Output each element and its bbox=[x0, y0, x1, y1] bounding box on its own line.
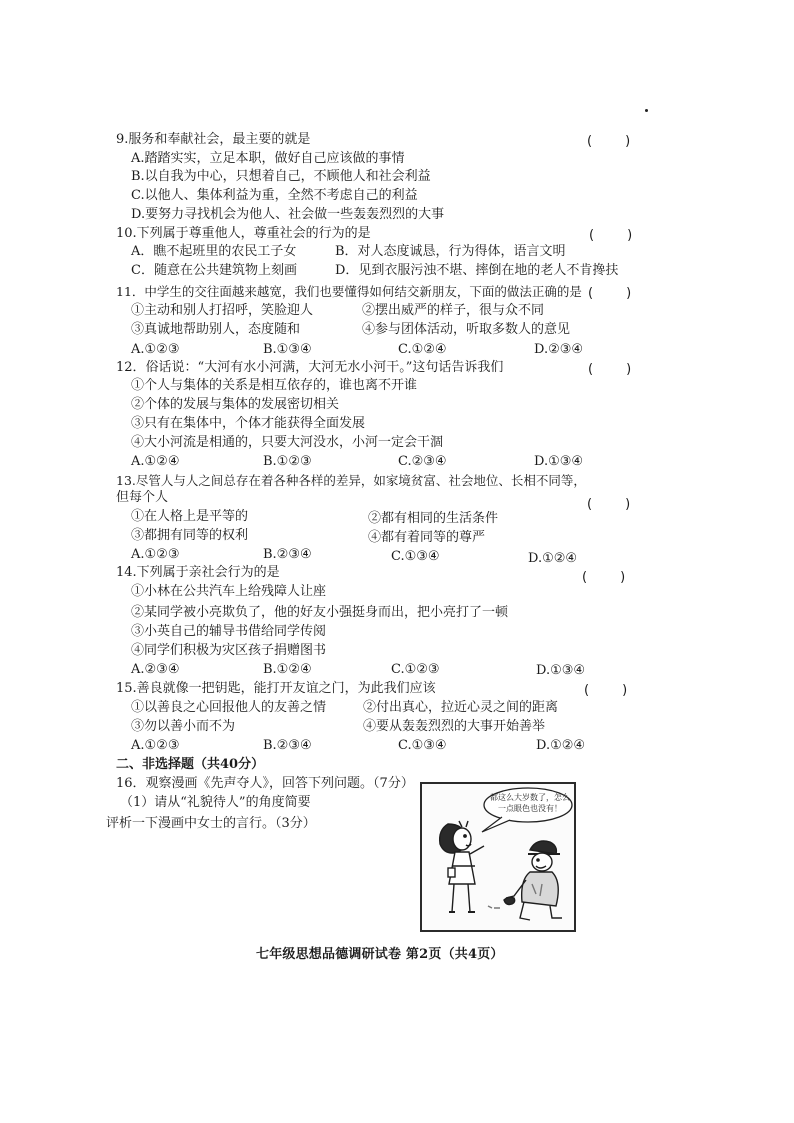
q11-choice-d: D.②③④ bbox=[534, 342, 584, 357]
q15-choice-b: B.②③④ bbox=[263, 738, 312, 753]
q13-choice-d: D.①②④ bbox=[528, 551, 578, 566]
q9-stem: 9.服务和奉献社会，最主要的就是 bbox=[116, 132, 311, 147]
q11-answer-blank: ( ) bbox=[588, 286, 632, 301]
q9-option-b: B.以自我为中心，只想着自己，不顾他人和社会利益 bbox=[131, 169, 431, 184]
q11-choice-a: A.①②③ bbox=[131, 342, 180, 357]
q13-item-3: ③都拥有同等的权利 bbox=[131, 528, 249, 543]
q16-stem: 16．观察漫画《先声夺人》，回答下列问题。（7分） bbox=[116, 776, 414, 791]
q14-choice-b: B.①②④ bbox=[263, 662, 312, 677]
cartoon-figure bbox=[420, 782, 576, 932]
q13-stem-continued: 但每个人 bbox=[116, 490, 169, 505]
q14-choice-c: C.①②③ bbox=[391, 662, 440, 677]
q14-item-1: ①小林在公共汽车上给残障人让座 bbox=[131, 584, 327, 599]
q15-choice-c: C.①③④ bbox=[398, 738, 447, 753]
q11-stem: 11．中学生的交往面越来越宽，我们也要懂得如何结交新朋友，下面的做法正确的是 bbox=[116, 284, 582, 299]
q11-item-3: ③真诚地帮助别人，态度随和 bbox=[131, 322, 301, 337]
q10-option-d: D．见到衣服污浊不堪、摔倒在地的老人不肯搀扶 bbox=[335, 263, 619, 278]
q14-item-4: ④同学们积极为灾区孩子捐赠图书 bbox=[131, 643, 327, 658]
q11-item-4: ④参与团体活动，听取多数人的意见 bbox=[362, 322, 571, 337]
q14-stem: 14.下列属于亲社会行为的是 bbox=[116, 565, 280, 580]
q16-sub1-line1: （1）请从“礼貌待人”的角度简要 bbox=[120, 795, 311, 810]
q9-option-a: A.踏踏实实，立足本职，做好自己应该做的事情 bbox=[131, 151, 405, 166]
q13-item-1: ①在人格上是平等的 bbox=[131, 509, 249, 524]
q9-option-d: D.要努力寻找机会为他人、社会做一些轰轰烈烈的大事 bbox=[131, 207, 445, 222]
q12-item-2: ②个体的发展与集体的发展密切相关 bbox=[131, 397, 340, 412]
q13-stem: 13.尽管人与人之间总存在着各种各样的差异，如家境贫富、社会地位、长相不同等， bbox=[116, 473, 586, 488]
woman-figure bbox=[440, 821, 484, 912]
q13-choice-a: A.①②③ bbox=[131, 547, 180, 562]
q15-item-4: ④要从轰轰烈烈的大事开始善举 bbox=[363, 719, 546, 734]
q11-choice-b: B.①③④ bbox=[263, 342, 312, 357]
q10-stem: 10.下列属于尊重他人，尊重社会的行为的是 bbox=[116, 226, 371, 241]
q14-item-3: ③小英自己的辅导书借给同学传阅 bbox=[131, 624, 327, 639]
q13-item-2: ②都有相同的生活条件 bbox=[368, 511, 499, 526]
q12-choice-c: C.②③④ bbox=[398, 454, 447, 469]
q12-choice-a: A.①②④ bbox=[131, 454, 180, 469]
q13-choice-c: C.①③④ bbox=[391, 549, 440, 564]
section-heading: 二、非选择题（共40分） bbox=[116, 757, 265, 772]
q15-stem: 15.善良就像一把钥匙，能打开友谊之门，为此我们应该 bbox=[116, 681, 436, 696]
q9-answer-blank: ( ) bbox=[587, 134, 631, 149]
q11-item-1: ①主动和别人打招呼，笑脸迎人 bbox=[131, 303, 314, 318]
q13-item-4: ④都有着同等的尊严 bbox=[368, 530, 486, 545]
q10-option-b: B．对人态度诚恳，行为得体，语言文明 bbox=[335, 244, 566, 259]
q15-item-1: ①以善良之心回报他人的友善之情 bbox=[131, 700, 327, 715]
old-man-figure bbox=[488, 841, 562, 920]
q12-choice-d: D.①③④ bbox=[534, 454, 584, 469]
q15-choice-d: D.①②④ bbox=[536, 738, 586, 753]
q10-option-c: C．随意在公共建筑物上刻画 bbox=[131, 263, 297, 278]
scan-speck bbox=[645, 109, 648, 112]
q12-stem: 12．俗话说：“大河有水小河满，大河无水小河干。”这句话告诉我们 bbox=[116, 360, 504, 375]
q12-item-1: ①个人与集体的关系是相互依存的，谁也离不开谁 bbox=[131, 378, 418, 393]
q11-choice-c: C.①②④ bbox=[398, 342, 447, 357]
q13-choice-b: B.②③④ bbox=[263, 547, 312, 562]
q9-option-c: C.以他人、集体利益为重，全然不考虑自己的利益 bbox=[131, 188, 418, 203]
q12-item-4: ④大小河流是相通的，只要大河没水，小河一定会干涸 bbox=[131, 435, 444, 450]
q13-answer-blank: ( ) bbox=[587, 497, 631, 512]
q12-item-3: ③只有在集体中，个体才能获得全面发展 bbox=[131, 416, 366, 431]
page-footer: 七年级思想品德调研试卷 第2页（共4页） bbox=[256, 947, 504, 962]
q11-item-2: ②摆出威严的样子，很与众不同 bbox=[362, 303, 545, 318]
q14-choice-d: D.①③④ bbox=[536, 663, 586, 678]
q12-answer-blank: ( ) bbox=[588, 362, 632, 377]
q15-item-3: ③勿以善小而不为 bbox=[131, 719, 236, 734]
q14-item-2: ②某同学被小亮欺负了，他的好友小强挺身而出，把小亮打了一顿 bbox=[131, 605, 509, 620]
q10-option-a: A．瞧不起班里的农民工子女 bbox=[131, 244, 297, 259]
q14-choice-a: A.②③④ bbox=[131, 662, 180, 677]
q15-item-2: ②付出真心，拉近心灵之间的距离 bbox=[363, 700, 559, 715]
q16-sub1-line2: 评析一下漫画中女士的言行。（3分） bbox=[106, 816, 316, 831]
q14-answer-blank: ( ) bbox=[582, 570, 626, 585]
speech-bubble-text: 都这么大岁数了，怎么一点眼色也没有！ bbox=[490, 793, 570, 813]
q10-answer-blank: ( ) bbox=[589, 228, 633, 243]
speech-bubble-tail bbox=[482, 817, 510, 832]
q15-choice-a: A.①②③ bbox=[131, 738, 180, 753]
q12-choice-b: B.①②③ bbox=[263, 454, 312, 469]
q15-answer-blank: ( ) bbox=[584, 683, 628, 698]
